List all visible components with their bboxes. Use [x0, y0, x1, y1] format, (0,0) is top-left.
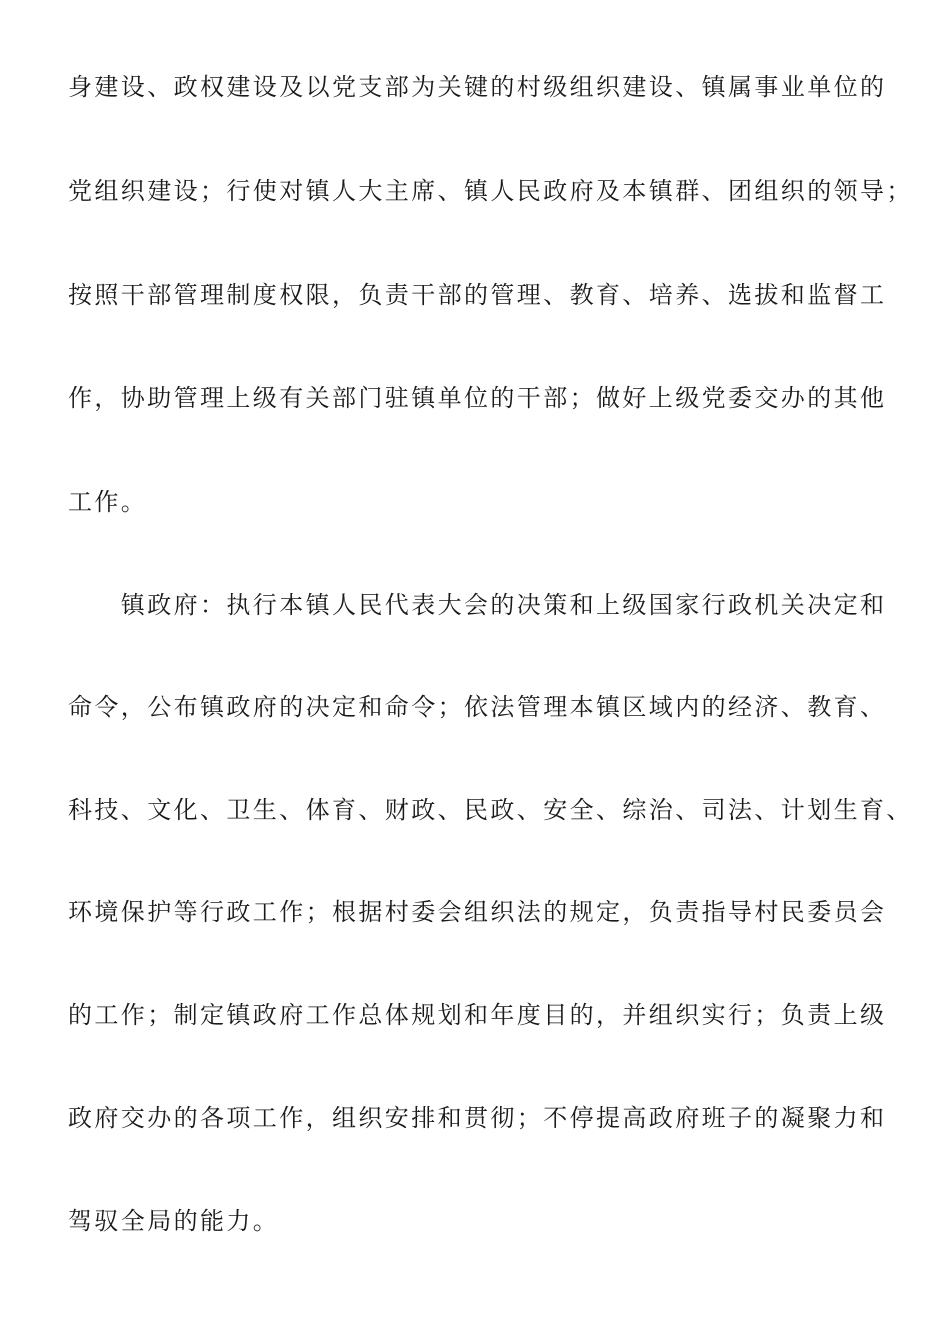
text-line: 科技、文化、卫生、体育、财政、民政、安全、综治、司法、计划生育、 — [68, 796, 913, 824]
text-line: 的工作；制定镇政府工作总体规划和年度目的，并组织实行；负责上级 — [68, 1001, 887, 1029]
text-line: 身建设、政权建设及以党支部为关键的村级组织建设、镇属事业单位的 — [68, 73, 887, 101]
paragraph-start-line: 镇政府：执行本镇人民代表大会的决策和上级国家行政机关决定和 — [68, 591, 887, 619]
text-line: 政府交办的各项工作，组织安排和贯彻；不停提高政府班子的凝聚力和 — [68, 1104, 887, 1132]
text-line: 工作。 — [68, 488, 148, 516]
text-line: 作，协助管理上级有关部门驻镇单位的干部；做好上级党委交办的其他 — [68, 384, 887, 412]
text-line: 命令，公布镇政府的决定和命令；依法管理本镇区域内的经济、教育、 — [68, 693, 887, 721]
text-line: 环境保护等行政工作；根据村委会组织法的规定，负责指导村民委员会 — [68, 898, 887, 926]
text-line: 驾驭全局的能力。 — [68, 1207, 280, 1235]
text-line: 按照干部管理制度权限，负责干部的管理、教育、培养、选拔和监督工 — [68, 281, 887, 309]
text-line: 党组织建设；行使对镇人大主席、镇人民政府及本镇群、团组织的领导； — [68, 177, 913, 205]
